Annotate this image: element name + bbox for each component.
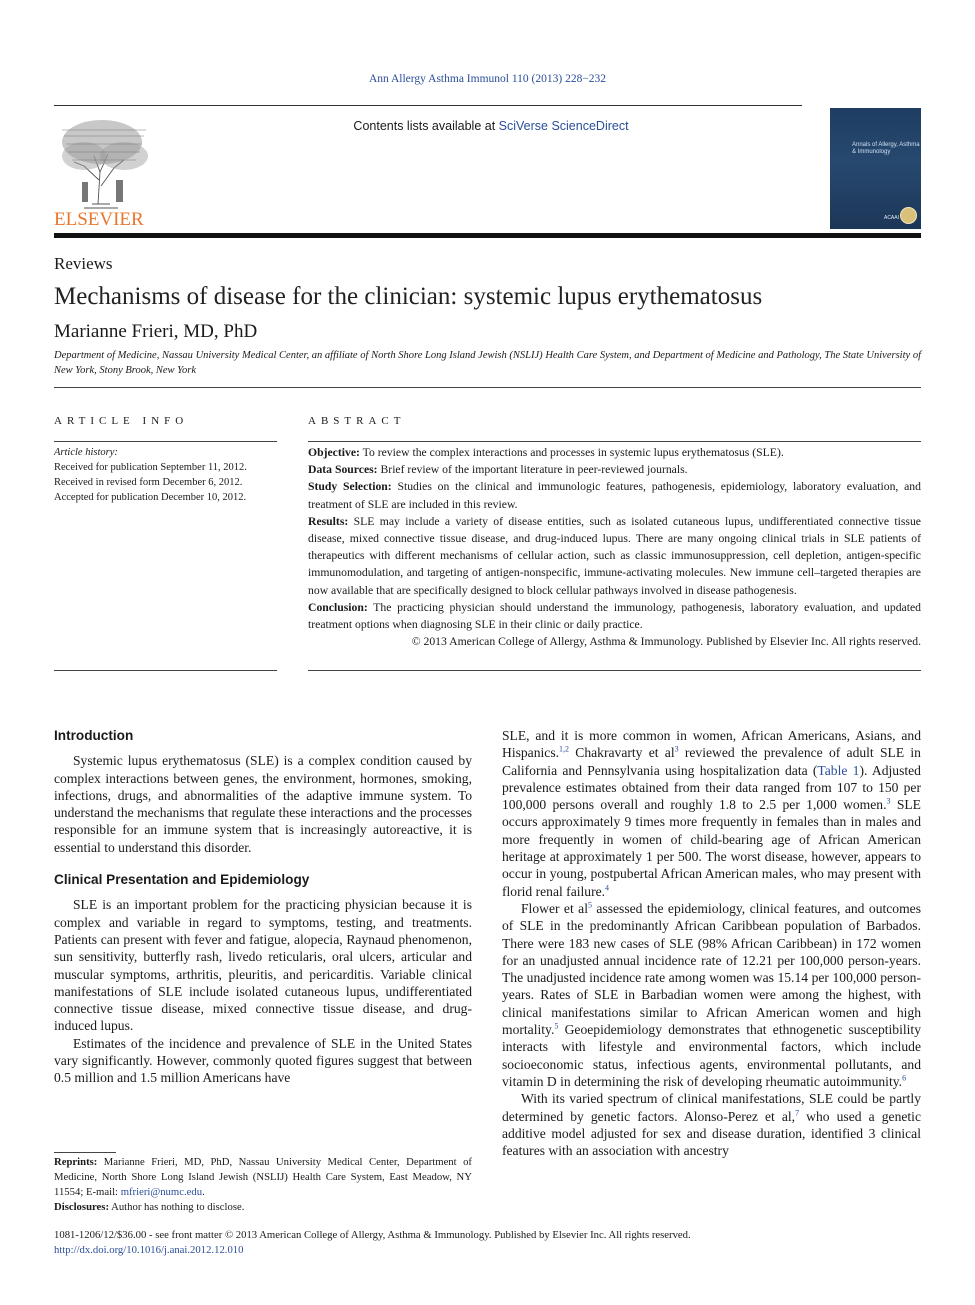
- abstract-rule: [308, 441, 921, 442]
- clinical-paragraph-1: SLE is an important problem for the practicing physician because it is complex and variable in regard to symptoms, testing, and treatments. Patients can present with fever and fatigue, alopecia, Raynaud phenomenon, sun sensitivity, butterfly rash, livedo reticularis, oral ulcers, articular and muscular symptoms, arthritis, pleuritis, and pericarditis. Variable clinical manifestations of SLE include isolated cutaneous lupus, undifferentiated connective tissue disease, mixed connective tissue disease, and drug-induced lupus.: [54, 897, 472, 1034]
- masthead-bar: [54, 233, 921, 238]
- footnote-rule: [54, 1152, 116, 1153]
- citation-ref[interactable]: 7: [795, 1108, 800, 1117]
- body-left-column: [54, 727, 472, 1087]
- citation-ref[interactable]: 3: [886, 796, 891, 806]
- page-footer: [54, 1228, 921, 1258]
- journal-citation[interactable]: Ann Allergy Asthma Immunol 110 (2013) 228−232: [368, 73, 607, 85]
- cover-title: Annals of Allergy, Asthma & Immunology: [852, 142, 920, 155]
- sciencedirect-link[interactable]: SciVerse ScienceDirect: [498, 119, 629, 133]
- issn-copyright-line: 1081-1206/12/$36.00 - see front matter © 2013 American College of Allergy, Asthma & Immunology. Published by Elsevier Inc. All rights reserved.: [54, 1229, 691, 1241]
- citation-ref[interactable]: 5: [587, 900, 592, 910]
- body-paragraph-genetics: With its varied spectrum of clinical manifestations, SLE could be partly determined by genetic factors. Alonso-Perez et al,$^7$ who used a genetic additive model adjusted for sex and disease duration, identified 3 clinical features with an association with ancestry: [502, 1091, 921, 1159]
- citation-ref[interactable]: 1,2: [559, 744, 570, 754]
- revised-date: Received in revised form December 6, 2012.: [54, 477, 243, 488]
- svg-text:ELSEVIER: ELSEVIER: [54, 209, 144, 230]
- abstract-data-sources: Data Sources: Brief review of the important literature in peer-reviewed journals.: [308, 463, 688, 477]
- abstract-conclusion: Conclusion: The practicing physician should understand the immunology, pathogenesis, laboratory evaluation, and updated treatment options when diagnosing SLE in their clinic or daily practice.: [308, 600, 921, 632]
- doi-link[interactable]: http://dx.doi.org/10.1016/j.anai.2012.12.010: [54, 1244, 244, 1256]
- citation-ref[interactable]: 5: [554, 1021, 559, 1031]
- body-right-column: [502, 727, 921, 1159]
- section-type: Reviews: [54, 254, 113, 273]
- article-info-heading: ARTICLE INFO: [54, 415, 189, 427]
- author-affiliation: Department of Medicine, Nassau University Medical Center, an affiliate of North Shore Long Island Jewish (NSLIJ) Health Care System, and Department of Medicine and Pathology, The State University of New York, Stony Brook, New York: [54, 350, 921, 376]
- article-info-rule: [54, 441, 277, 442]
- cover-acaai-label: ACAAI: [883, 215, 899, 221]
- contents-available-line: [160, 119, 822, 133]
- citation-ref[interactable]: 4: [605, 883, 610, 893]
- article-title: Mechanisms of disease for the clinician: systemic lupus erythematosus: [54, 283, 763, 310]
- body-paragraph-prevalence: SLE, and it is more common in women, African Americans, Asians, and Hispanics.$^{1,2}$ Chakravarty et $al^3$ reviewed the prevalence of adult SLE in California and Pennsylvania using hospitalization data (Table 1). Adjusted prevalence estimates obtained from their data ranged from 107 to 150 per 100,000 persons overall and roughly 1.8 to 2.5 per 1,000 women.$^3$ SLE occurs approximately 9 times more frequently in females than in males and more frequently in women of child-bearing age of African American heritage at approximately 1 per 500. The worst disease, however, appears to occur in young, postpubertal African American males, who may present with florid renal failure.$^4$: [502, 728, 921, 899]
- elsevier-logo[interactable]: [54, 116, 154, 230]
- abstract-copyright: © 2013 American College of Allergy, Asthma & Immunology. Published by Elsevier Inc. All rights reserved.: [411, 635, 921, 649]
- abstract-results: Results: SLE may include a variety of disease entities, such as isolated cutaneous lupus, undifferentiated connective tissue disease, mixed connective tissue disease, and drug-induced lupus. There are many ongoing clinical trials in SLE patients of therapeutics with different mechanisms of cellular action, such as classic immunosuppression, cell depletion, antigen-specific immunomodulation, and targeting of antigen-nonspecific, immune-activating molecules. New immune cell–targeted therapies are now available that are specifically designed to block cellular pathways involved in disease pathogenesis.: [308, 514, 921, 597]
- disclosures-footnote: Disclosures: Author has nothing to disclose.: [54, 1201, 245, 1213]
- footnotes: [54, 1155, 472, 1215]
- article-info-bottom-rule: [54, 670, 277, 671]
- citation-ref[interactable]: 6: [902, 1073, 907, 1083]
- journal-cover-thumbnail[interactable]: [830, 108, 921, 229]
- abstract-heading: ABSTRACT: [308, 415, 406, 427]
- abstract-objective: Objective: To review the complex interactions and processes in systemic lupus erythematosus (SLE).: [308, 446, 784, 459]
- clinical-presentation-heading: Clinical Presentation and Epidemiology: [54, 872, 310, 888]
- history-label: Article history:: [54, 447, 118, 458]
- elsevier-tree-icon: [54, 116, 154, 230]
- table-1-link[interactable]: Table 1: [817, 762, 860, 778]
- introduction-paragraph: Systemic lupus erythematosus (SLE) is a complex condition caused by complex interactions between genes, the environment, hormones, smoking, infections, drugs, and abnormalities of the adaptive immune system. To understand the mechanisms that regulate these interactions and the processes responsible for an immune system that is increasingly autoreactive, it is essential to understand this disorder.: [54, 753, 472, 855]
- received-date: Received for publication September 11, 2012.: [54, 462, 247, 473]
- header-rule: [54, 105, 802, 106]
- citation-ref[interactable]: 3: [674, 744, 679, 754]
- abstract-body: [308, 444, 921, 650]
- introduction-heading: Introduction: [54, 728, 134, 743]
- clinical-paragraph-2: Estimates of the incidence and prevalence of SLE in the United States vary significantly. However, commonly quoted figures suggest that between 0.5 million and 1.5 million Americans have: [54, 1035, 472, 1086]
- abstract-bottom-rule: [308, 670, 921, 671]
- accepted-date: Accepted for publication December 10, 2012.: [54, 492, 247, 503]
- author-name: Marianne Frieri, MD, PhD: [54, 321, 258, 342]
- reprints-footnote: Reprints: Marianne Frieri, MD, PhD, Nassau University Medical Center, Department of Medicine, North Shore Long Island Jewish (NSLIJ) Health Care System, East Meadow, NY 11554; E-mail: mfrieri@numc.edu.: [54, 1156, 472, 1198]
- title-rule: [54, 387, 921, 388]
- article-history: [54, 445, 277, 505]
- body-paragraph-barbados: Flower et $al^5$ assessed the epidemiology, clinical features, and outcomes of SLE in the predominantly African Caribbean population of Barbados. There were 183 new cases of SLE (98% African Caribbean) in 172 women for an unadjusted annual incidence rate of 12.21 per 100,000 person-years. The unadjusted incidence rate among women was 15.14 per 100,000 person-years. Rates of SLE in Barbadian women were among the highest, with clinical manifestations similar to African American women and high mortality.$^5$ Geoepidemiology demonstrates that ethnogenetic susceptibility interacts with lifestyle and environmental factors, which include socioeconomic status, infectious agents, environmental pollutants, and vitamin D in determining the risk of developing rheumatic autoimmunity.$^6$: [502, 900, 921, 1089]
- author-email-link[interactable]: mfrieri@numc.edu: [120, 1186, 203, 1198]
- contents-prefix: Contents lists available at: [353, 119, 499, 133]
- cover-seal-icon: [900, 207, 917, 224]
- abstract-study-selection: Study Selection: Studies on the clinical and immunologic features, pathogenesis, epidemiology, laboratory evaluation, and treatment of SLE are included in this review.: [308, 480, 921, 511]
